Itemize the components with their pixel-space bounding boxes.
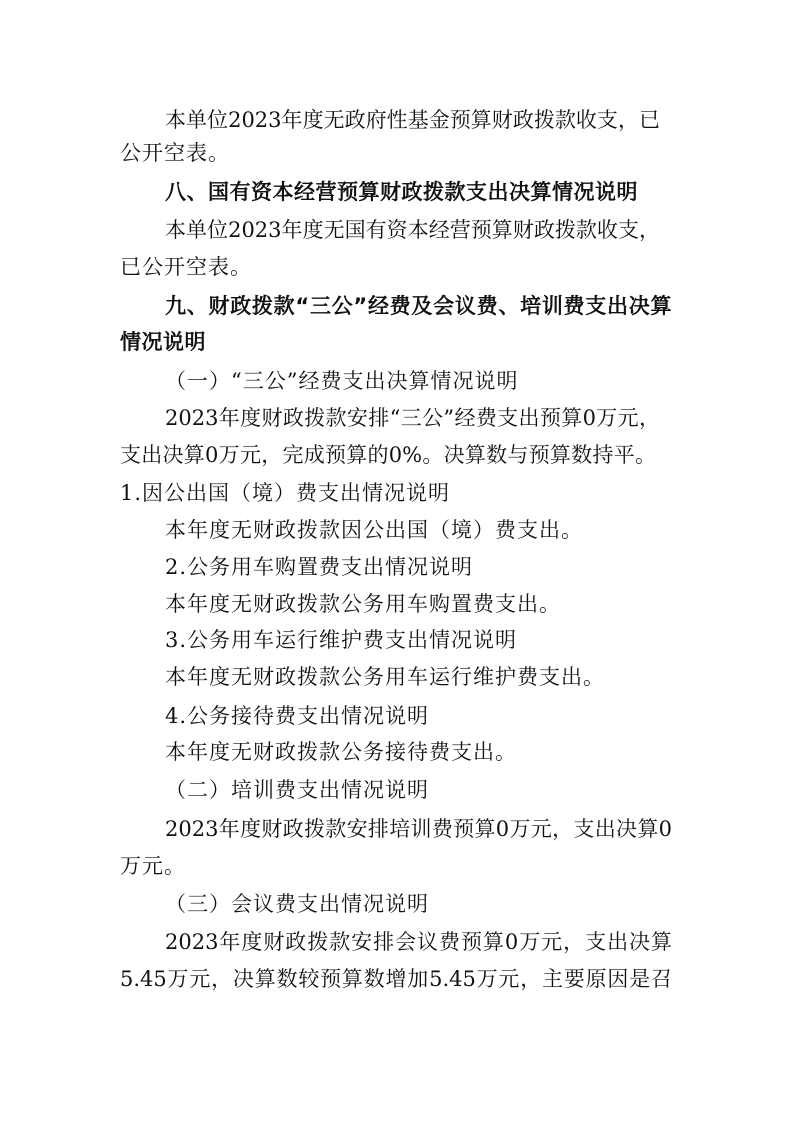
section-heading-8: 八、国有资本经营预算财政拨款支出决算情况说明: [165, 180, 638, 204]
paragraph-line: 支出决算0万元，完成预算的0%。决算数与预算数持平。: [120, 443, 656, 467]
paragraph-line: 本年度无财政拨款因公出国（境）费支出。: [165, 518, 583, 542]
paragraph-line: 2023年度财政拨款安排“三公”经费支出预算0万元，: [165, 406, 660, 430]
paragraph-line: 5.45万元，决算数较预算数增加5.45万元，主要原因是召: [120, 967, 672, 991]
paragraph-line: 公开空表。: [120, 141, 230, 165]
paragraph-line: 本年度无财政拨款公务接待费支出。: [165, 740, 517, 764]
paragraph-line: 本年度无财政拨款公务用车运行维护费支出。: [165, 665, 605, 689]
subsection-heading-2: （二）培训费支出情况说明: [165, 778, 429, 802]
item-heading-4: 4.公务接待费支出情况说明: [165, 704, 430, 728]
paragraph-line: 本单位2023年度无国有资本经营预算财政拨款收支，: [165, 218, 660, 242]
subsection-heading-1: （一）“三公”经费支出决算情况说明: [165, 369, 519, 393]
paragraph-line: 万元。: [120, 854, 186, 878]
section-heading-9: 九、财政拨款“三公”经费及会议费、培训费支出决算: [165, 294, 672, 318]
paragraph-line: 本单位2023年度无政府性基金预算财政拨款收支，已: [165, 108, 660, 132]
paragraph-line: 2023年度财政拨款安排培训费预算0万元，支出决算0: [165, 817, 672, 841]
paragraph-line: 本年度无财政拨款公务用车购置费支出。: [165, 592, 561, 616]
subsection-heading-3: （三）会议费支出情况说明: [165, 892, 429, 916]
paragraph-line: 已公开空表。: [120, 255, 252, 279]
item-heading-2: 2.公务用车购置费支出情况说明: [165, 555, 474, 579]
item-heading-1: 1.因公出国（境）费支出情况说明: [120, 481, 451, 505]
item-heading-3: 3.公务用车运行维护费支出情况说明: [165, 628, 518, 652]
section-heading-9-cont: 情况说明: [120, 330, 206, 354]
paragraph-line: 2023年度财政拨款安排会议费预算0万元，支出决算: [165, 930, 672, 954]
